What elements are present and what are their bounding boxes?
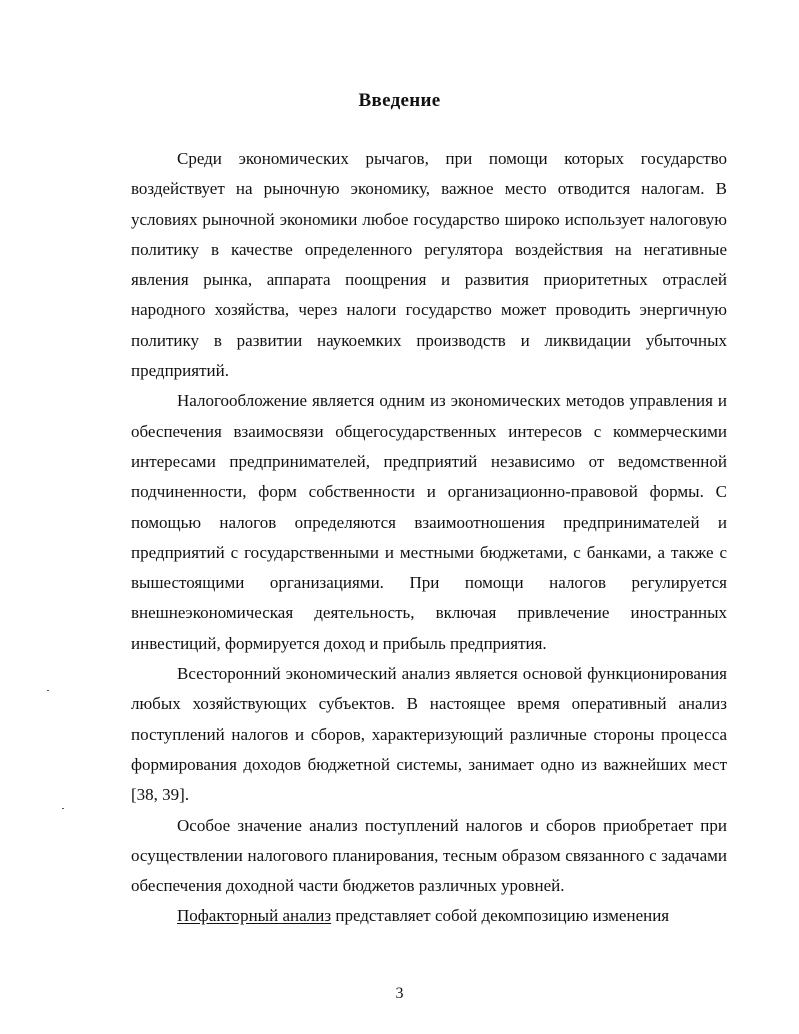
paragraph-4: Особое значение анализ поступлений налогов и сборов приобретает при осуществлении налогового планирования, тесным образом связанного с задачами обеспечения доходной части бюджетов различных уровней. [131, 815, 727, 896]
scan-speck [62, 808, 64, 809]
page-title: Введение [358, 90, 441, 111]
paragraph-1: Среди экономических рычагов, при помощи которых государство воздействует на рыночную экономику, важное место отводится налогам. В условиях рыночной экономики любое государство широко использует налоговую политику в качестве определенного регулятора воздействия на негативные явления рынка, аппарата поощрения и развития приоритетных отраслей народного хозяйства, через налоги государство может проводить энергичную политику в развитии наукоемких производств и ликвидации убыточных предприятий. [131, 149, 727, 381]
document-body [131, 144, 727, 932]
underlined-term: Пофакторный анализ [177, 906, 332, 926]
paragraph-2: Налогообложение является одним из экономических методов управления и обеспечения взаимосвязи общегосударственных интересов с коммерческими интересами предпринимателей, предприятий независимо от ведомственной подчиненности, форм собственности и организационно-правовой формы. С помощью налогов определяются взаимоотношения предпринимателей и предприятий с государственными и местными бюджетами, с банками, а также с вышестоящими организациями. При помощи налогов регулируется внешнеэкономическая деятельность, включая привлечение иностранных инвестиций, формируется доход и прибыль предприятия. [131, 391, 727, 653]
page-number: 3 [395, 985, 404, 1002]
scan-speck [47, 690, 49, 691]
paragraph-5 [131, 901, 727, 931]
paragraph-3: Всесторонний экономический анализ является основой функционирования любых хозяйствующих субъектов. В настоящее время оперативный анализ поступлений налогов и сборов, характеризующий различные стороны процесса формирования доходов бюджетной системы, занимает одно из важнейших мест [38, 39]. [131, 664, 727, 805]
paragraph-5-text: представляет собой декомпозицию изменения [331, 906, 670, 926]
